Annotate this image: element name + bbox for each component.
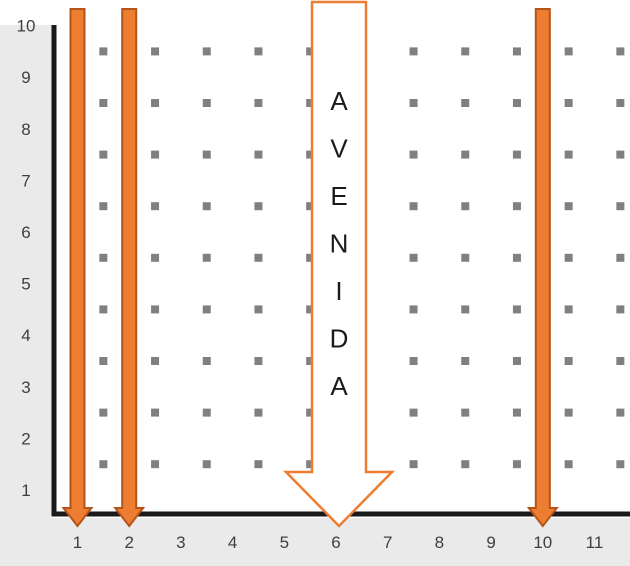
grid-dot bbox=[99, 409, 107, 417]
grid-dot bbox=[565, 254, 573, 262]
grid-dot bbox=[513, 409, 521, 417]
grid-dot bbox=[461, 409, 469, 417]
grid-dot bbox=[616, 409, 624, 417]
grid-dot bbox=[461, 305, 469, 313]
grid-dot bbox=[151, 460, 159, 468]
grid-dot bbox=[254, 99, 262, 107]
grid-dot bbox=[203, 99, 211, 107]
grid-dot bbox=[203, 202, 211, 210]
grid-dot bbox=[99, 305, 107, 313]
avenue-letter: A bbox=[330, 86, 348, 116]
x-tick-label: 7 bbox=[382, 533, 393, 552]
x-tick-label: 4 bbox=[227, 533, 238, 552]
x-tick-label: 8 bbox=[434, 533, 445, 552]
grid-dot bbox=[203, 47, 211, 55]
grid-dot bbox=[254, 305, 262, 313]
grid-dot bbox=[410, 305, 418, 313]
grid-dot bbox=[410, 357, 418, 365]
grid-dot bbox=[254, 254, 262, 262]
grid-dot bbox=[99, 151, 107, 159]
grid-dot bbox=[513, 305, 521, 313]
grid-dot bbox=[513, 47, 521, 55]
grid-dot bbox=[565, 460, 573, 468]
grid-dot bbox=[254, 409, 262, 417]
grid-dot bbox=[203, 254, 211, 262]
grid-dot bbox=[461, 202, 469, 210]
grid-dot bbox=[99, 460, 107, 468]
grid-dot bbox=[565, 409, 573, 417]
grid-dot bbox=[151, 409, 159, 417]
y-tick-label: 2 bbox=[21, 429, 31, 449]
grid-dot bbox=[151, 99, 159, 107]
y-tick-label: 1 bbox=[21, 481, 31, 500]
grid-dot bbox=[513, 460, 521, 468]
x-tick-label: 11 bbox=[585, 533, 604, 552]
grid-dot bbox=[254, 151, 262, 159]
grid-dot bbox=[151, 305, 159, 313]
grid-dot bbox=[410, 151, 418, 159]
avenue-letter: E bbox=[330, 181, 348, 211]
grid-dot bbox=[203, 409, 211, 417]
grid-dot bbox=[410, 460, 418, 468]
grid-dot bbox=[151, 357, 159, 365]
grid-dot bbox=[461, 151, 469, 159]
grid-dot bbox=[513, 151, 521, 159]
grid-dot bbox=[565, 202, 573, 210]
y-tick-label: 6 bbox=[21, 223, 31, 242]
x-tick-label: 5 bbox=[279, 533, 290, 552]
grid-dot bbox=[616, 202, 624, 210]
grid-dot bbox=[616, 254, 624, 262]
y-tick-label: 4 bbox=[21, 326, 31, 346]
grid-dot bbox=[565, 151, 573, 159]
grid-dot bbox=[203, 460, 211, 468]
grid-dot bbox=[99, 47, 107, 55]
avenue-letter: V bbox=[330, 133, 348, 164]
grid-dot bbox=[151, 202, 159, 210]
grid-dot bbox=[513, 254, 521, 262]
grid-dot bbox=[461, 460, 469, 468]
avenue-letter: D bbox=[329, 323, 349, 354]
avenue-letter: N bbox=[329, 228, 349, 259]
grid-dot bbox=[565, 99, 573, 107]
grid-dot bbox=[616, 47, 624, 55]
y-tick-label: 8 bbox=[21, 119, 31, 139]
grid-dot bbox=[99, 357, 107, 365]
grid-dot bbox=[99, 99, 107, 107]
grid-dot bbox=[410, 409, 418, 417]
grid-dot bbox=[151, 151, 159, 159]
grid-dot bbox=[461, 47, 469, 55]
avenue-letter: I bbox=[335, 276, 343, 306]
grid-dot bbox=[616, 151, 624, 159]
y-tick-label: 5 bbox=[21, 274, 31, 294]
grid-dot bbox=[565, 305, 573, 313]
grid-dot bbox=[616, 357, 624, 365]
x-tick-label: 10 bbox=[533, 533, 553, 552]
grid-dot bbox=[254, 460, 262, 468]
grid-dot bbox=[410, 202, 418, 210]
grid-dot bbox=[461, 254, 469, 262]
x-tick-label: 2 bbox=[124, 533, 134, 552]
grid-dot bbox=[410, 254, 418, 262]
grid-dot bbox=[410, 99, 418, 107]
grid-dot bbox=[565, 357, 573, 365]
y-tick-label: 9 bbox=[21, 68, 31, 88]
grid-dot bbox=[254, 357, 262, 365]
avenue-letter: A bbox=[330, 371, 348, 401]
grid-dot bbox=[203, 305, 211, 313]
x-tick-label: 1 bbox=[72, 533, 83, 552]
grid-dot bbox=[513, 202, 521, 210]
grid-dot bbox=[151, 254, 159, 262]
grid-dot bbox=[254, 202, 262, 210]
y-tick-label: 7 bbox=[21, 171, 31, 191]
x-tick-label: 6 bbox=[331, 533, 341, 552]
grid-dot bbox=[565, 47, 573, 55]
grid-dot bbox=[203, 151, 211, 159]
grid-dot bbox=[203, 357, 211, 365]
grid-dot bbox=[513, 99, 521, 107]
y-tick-label: 3 bbox=[21, 377, 31, 397]
grid-dot bbox=[99, 202, 107, 210]
x-tick-label: 3 bbox=[176, 533, 186, 552]
grid-dot bbox=[513, 357, 521, 365]
grid-dot bbox=[151, 47, 159, 55]
grid-dot bbox=[461, 99, 469, 107]
grid-dot bbox=[616, 460, 624, 468]
grid-dot bbox=[254, 47, 262, 55]
grid-dot bbox=[410, 47, 418, 55]
y-tick-label: 10 bbox=[16, 16, 36, 36]
x-tick-label: 9 bbox=[486, 533, 496, 552]
grid-dot bbox=[616, 99, 624, 107]
grid-dot bbox=[616, 305, 624, 313]
grid-dot bbox=[99, 254, 107, 262]
grid-dot bbox=[461, 357, 469, 365]
